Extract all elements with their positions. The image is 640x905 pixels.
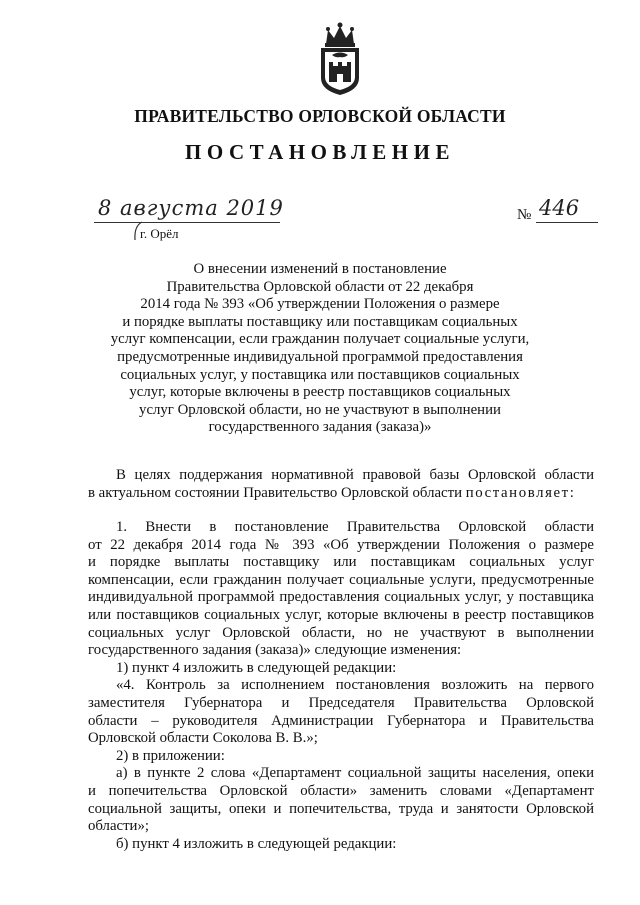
subject-line: государственного задания (заказа)» [208,419,432,436]
handwritten-number: 446 [539,196,580,220]
subject-line: предусмотренные индивидуальной программой предоставления [117,348,523,365]
body-line: 1. Внести в постановление Правительства Орловской области [116,519,594,535]
subject-line: О внесении изменений в постановление [193,261,447,277]
body-line: Орловской области Соколова В. В.»; [88,730,318,747]
body-line: «4. Контроль за исполнением постановления возложить на первого [116,677,594,694]
body-line: и порядке выплаты поставщику или поставщикам социальных услуг [88,554,594,571]
coat-of-arms-icon [316,22,364,96]
body-line: 1) пункт 4 изложить в следующей редакции: [116,659,397,676]
subject-line: социальных услуг, у поставщика или поставщиков социальных [120,366,520,383]
number-label: № [517,207,532,223]
subject-line: и порядке выплаты поставщику или поставщикам социальных [122,313,518,330]
subject-line: Правительства Орловской области от 22 декабря [166,278,474,295]
body-line: области – руководителя Администрации Губернатора и Правительства [88,712,594,729]
body-line: или поставщиков социальных услуг, которые включены в реестр поставщиков [88,606,594,623]
body-line: государственного задания (заказа)» следующие изменения: [88,642,462,659]
number-underline [536,222,598,223]
body-line: от 22 декабря 2014 года № 393 «Об утверждении Положения о размере [88,536,594,553]
body-line: заместителя Губернатора и Председателя Правительства Орловской [88,694,594,711]
preamble-line: В целях поддержания нормативной правовой базы Орловской области [116,467,594,483]
subject-line: услуг, которые включены в реестр поставщиков социальных [129,384,511,401]
city-label: г. Орёл [140,226,179,241]
document-type: ПОСТАНОВЛЕНИЕ [185,140,455,164]
preamble-text: в актуальном состоянии Правительство Орловской области [88,484,466,501]
subject-line: услуг компенсации, если гражданин получает социальные услуги, [110,331,530,348]
body-line: и попечительства Орловской области» заменить словами «Департамент [88,782,594,799]
government-name: ПРАВИТЕЛЬСТВО ОРЛОВСКОЙ ОБЛАСТИ [134,106,506,126]
preamble [88,467,594,502]
handwritten-date: 8 августа 2019 [98,196,284,220]
body-line: 2) в приложении: [116,747,225,764]
subject-line: услуг Орловской области, но не участвуют в выполнении [139,401,501,418]
body-line: социальной защиты, опеки и попечительства, труда и занятости Орловской [88,800,594,817]
subject-line: 2014 года № 393 «Об утверждении Положения о размере [140,296,500,313]
body-line: области»; [88,818,149,835]
body-line: индивидуальной программой предоставления социальных услуг, у поставщика [88,589,594,606]
preamble-line [88,485,594,503]
body-line: а) в пункте 2 слова «Департамент социальной защиты населения, опеки [116,765,594,782]
document-subject [100,261,540,437]
decision-word: постановляет: [465,484,576,501]
resolution-body [88,519,594,853]
body-line: социальных услуг Орловской области, но не участвуют в выполнении [88,624,594,641]
body-line: компенсации, если гражданин получает социальные услуги, предусмотренные [88,571,594,588]
body-line: б) пункт 4 изложить в следующей редакции: [116,835,397,852]
date-underline [94,222,280,223]
